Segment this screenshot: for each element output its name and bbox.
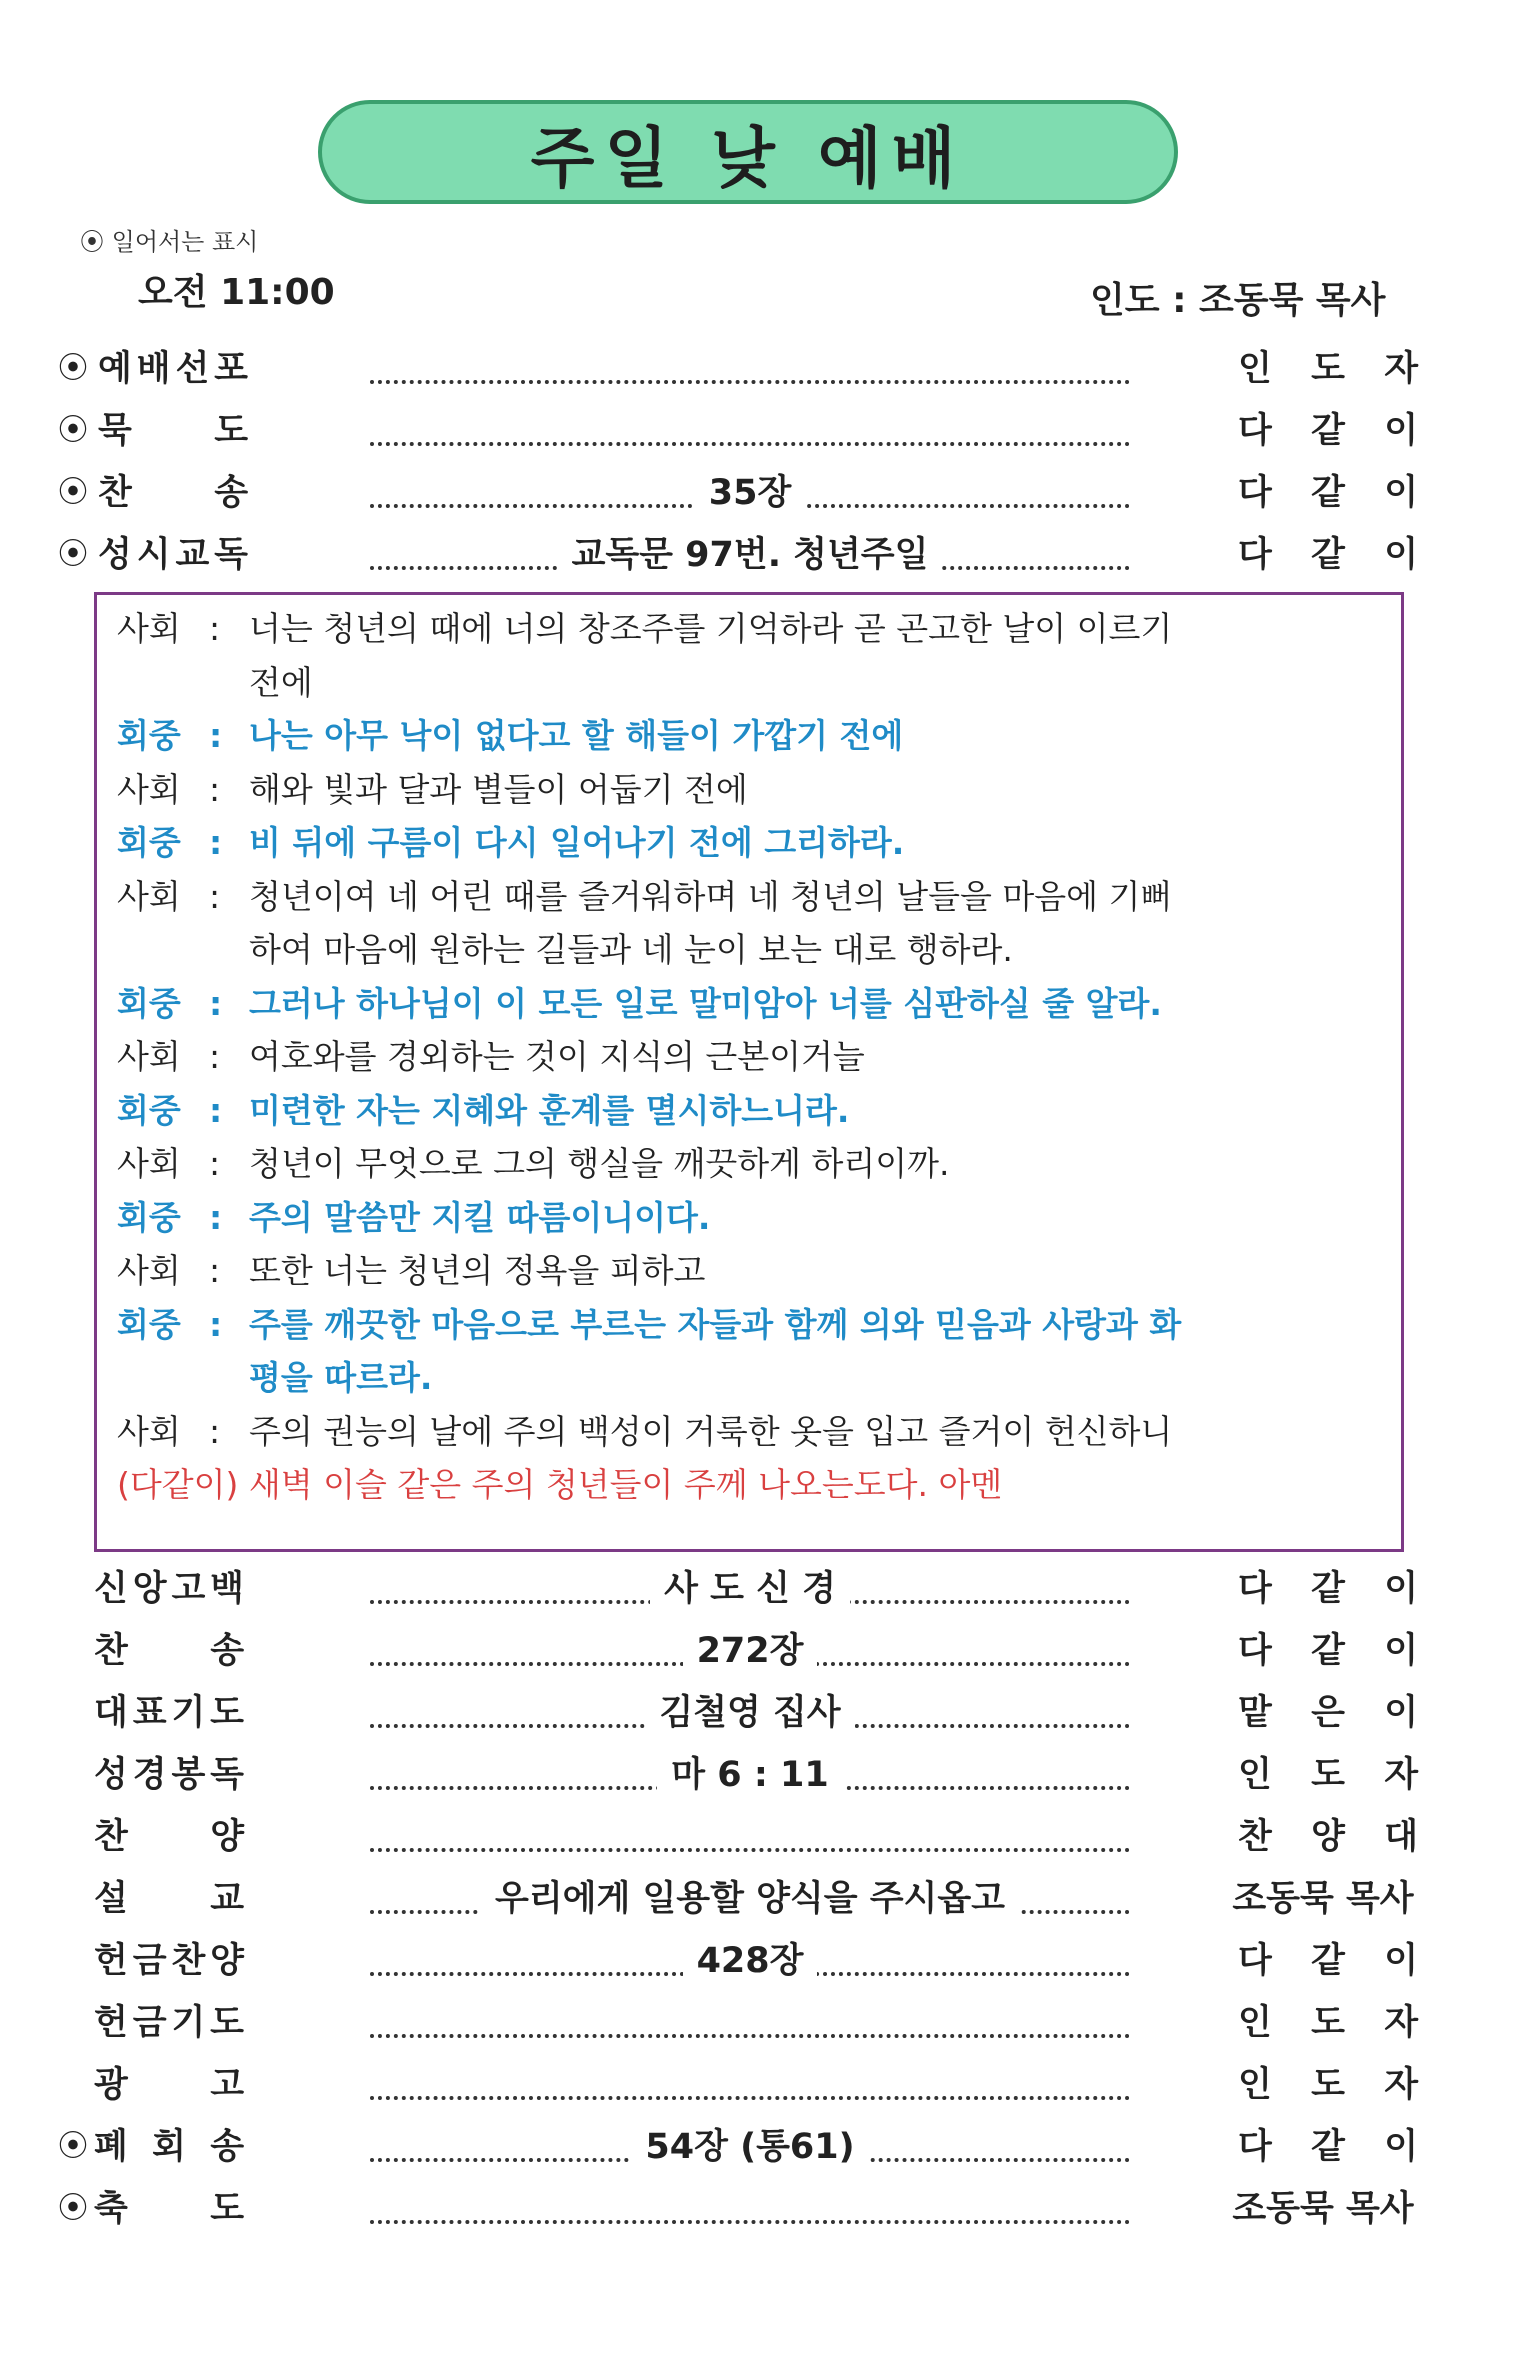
worship-item-name — [94, 1560, 244, 1618]
worship-item-participant — [1238, 526, 1418, 584]
worship-item-name — [98, 402, 248, 460]
participant-char: 도 — [1311, 349, 1345, 389]
name-char: 축 — [94, 2189, 128, 2229]
reading-speaker: 사회 — [117, 1251, 181, 1290]
detail-text: 우리에게 일용할 양식을 주시옵고 — [481, 1879, 1019, 1919]
reading-colon — [209, 659, 249, 707]
participant-char: 같 — [1311, 535, 1345, 575]
reading-speaker: 회중 — [117, 1197, 181, 1237]
worship-item-detail — [370, 526, 1130, 584]
worship-item-name — [98, 464, 248, 522]
reading-text: 미련한 자는 지혜와 훈계를 멸시하느니라. — [249, 1090, 850, 1130]
worship-item-participant — [1238, 402, 1418, 460]
participant-char: 인 — [1238, 349, 1272, 389]
worship-item-row — [0, 1870, 1534, 1930]
participant-char: 맡 — [1238, 1693, 1272, 1733]
standing-mark: ⦿ — [58, 413, 88, 448]
name-char: 경 — [132, 1755, 167, 1795]
dotted-leader — [370, 402, 1130, 446]
participant-char: 다 — [1238, 1941, 1272, 1981]
reading-speaker — [117, 659, 209, 707]
name-char: 설 — [94, 1879, 128, 1919]
participant-char: 찬 — [1238, 1817, 1272, 1857]
dotted-leader — [370, 2180, 1130, 2224]
detail-text: 428장 — [683, 1941, 818, 1981]
name-char: 대 — [94, 1693, 128, 1733]
worship-item-participant — [1238, 1560, 1418, 1618]
reading-line — [117, 1140, 1381, 1188]
worship-item-participant — [1238, 1622, 1418, 1680]
worship-item-participant — [1238, 464, 1418, 522]
name-char: 찬 — [94, 1817, 128, 1857]
participant-char: 은 — [1311, 1693, 1345, 1733]
worship-item-name — [98, 340, 248, 398]
reading-speaker: 사회 — [117, 609, 181, 648]
worship-item-name — [94, 2180, 244, 2238]
participant-char: 다 — [1238, 1631, 1272, 1671]
worship-item-row — [0, 2118, 1534, 2178]
worship-item-detail — [370, 1622, 1130, 1680]
reading-colon: : — [209, 1304, 223, 1344]
reading-text: 여호와를 경외하는 것이 지식의 근본이거늘 — [249, 1037, 865, 1076]
participant-char: 자 — [1384, 1755, 1418, 1795]
participant-char: 다 — [1238, 535, 1272, 575]
reading-line — [117, 1301, 1381, 1349]
participant-char: 이 — [1384, 1693, 1418, 1733]
detail-text: 35장 — [695, 473, 806, 513]
worship-item-detail — [370, 2118, 1130, 2176]
name-char: 도 — [210, 2003, 244, 2043]
participant-char: 자 — [1384, 2003, 1418, 2043]
participant-char: 같 — [1311, 473, 1345, 513]
name-char: 금 — [132, 1941, 167, 1981]
worship-item-detail — [370, 1684, 1130, 1742]
reading-text: 청년이 무엇으로 그의 행실을 깨끗하게 하리이까. — [249, 1144, 950, 1183]
service-leader: 인도 : 조동묵 목사 — [1090, 280, 1386, 321]
reading-line — [117, 766, 1381, 814]
participant-char: 도 — [1311, 2003, 1345, 2043]
participant-char: 다 — [1238, 411, 1272, 451]
reading-line — [117, 1247, 1381, 1295]
reading-colon: : — [209, 1197, 223, 1237]
participant-char: 대 — [1384, 1817, 1418, 1857]
worship-item-participant — [1238, 1994, 1418, 2052]
worship-item-row — [0, 1560, 1534, 1620]
dotted-leader — [370, 340, 1130, 384]
name-char: 찬 — [171, 1941, 206, 1981]
name-char: 독 — [210, 1755, 244, 1795]
reading-text: 전에 — [249, 662, 313, 702]
standing-mark: ⦿ — [58, 351, 88, 386]
standing-legend: ⦿ 일어서는 표시 — [80, 228, 259, 256]
name-char: 포 — [214, 349, 248, 389]
worship-item-name — [98, 526, 248, 584]
participant-char: 다 — [1238, 1569, 1272, 1609]
name-char: 성 — [94, 1755, 128, 1795]
worship-item-row — [0, 340, 1534, 400]
participant-char: 같 — [1311, 411, 1345, 451]
bulletin-title-banner — [318, 100, 1178, 204]
worship-item-name — [94, 1994, 244, 2052]
worship-item-detail — [370, 1746, 1130, 1804]
reading-speaker: 회중 — [117, 716, 181, 755]
name-char: 송 — [210, 1631, 244, 1671]
worship-item-participant — [1238, 1746, 1418, 1804]
participant-char: 양 — [1311, 1817, 1345, 1857]
reading-line — [117, 1354, 1381, 1402]
participant-char: 이 — [1384, 2127, 1418, 2167]
worship-item-name — [94, 1870, 244, 1928]
reading-speaker: 사회 — [117, 769, 181, 809]
participant-char: 이 — [1384, 473, 1418, 513]
standing-mark: ⦿ — [58, 537, 88, 572]
reading-line — [117, 1033, 1381, 1081]
participant-char: 같 — [1311, 2127, 1345, 2167]
reading-text: 하여 마음에 원하는 길들과 네 눈이 보는 대로 행하라. — [249, 930, 1013, 969]
participant-char: 인 — [1238, 2065, 1272, 2105]
participant-char: 도 — [1311, 2065, 1345, 2105]
dotted-leader — [370, 1808, 1130, 1852]
reading-speaker: 사회 — [117, 876, 181, 916]
participant-char: 자 — [1384, 2065, 1418, 2105]
worship-item-participant — [1238, 340, 1418, 398]
participant-char: 이 — [1384, 535, 1418, 575]
reading-colon: : — [209, 823, 223, 862]
reading-colon: : — [209, 1251, 221, 1290]
worship-item-row — [0, 1684, 1534, 1744]
name-char: 금 — [132, 2003, 167, 2043]
participant-char: 이 — [1384, 1569, 1418, 1609]
worship-item-row — [0, 464, 1534, 524]
reading-line — [117, 926, 1381, 974]
detail-text: 272장 — [683, 1631, 818, 1671]
worship-item-participant — [1238, 2056, 1418, 2114]
participant-char: 인 — [1238, 2003, 1272, 2043]
worship-item-participant — [1238, 2118, 1418, 2176]
name-char: 선 — [175, 349, 210, 389]
name-char: 찬 — [94, 1631, 128, 1671]
name-char: 도 — [210, 1693, 244, 1733]
participant-char: 자 — [1384, 349, 1418, 389]
reading-text: 주의 권능의 날에 주의 백성이 거룩한 옷을 입고 즐거이 헌신하니 — [249, 1411, 1173, 1451]
reading-speaker: 회중 — [117, 823, 181, 862]
reading-text: 너는 청년의 때에 너의 창조주를 기억하라 곧 곤고한 날이 이르기 — [249, 609, 1173, 648]
detail-text: 교독문 97번. 청년주일 — [558, 535, 943, 575]
reading-speaker: 사회 — [117, 1037, 181, 1076]
reading-text: 비 뒤에 구름이 다시 일어나기 전에 그리하라. — [249, 823, 905, 862]
reading-text: 나는 아무 낙이 없다고 할 해들이 가깝기 전에 — [249, 716, 904, 755]
reading-speaker: 사회 — [117, 1411, 181, 1451]
reading-colon: : — [209, 1090, 223, 1130]
name-char: 회 — [152, 2127, 186, 2167]
participant-char: 다 — [1238, 473, 1272, 513]
name-char: 기 — [171, 1693, 206, 1733]
name-char: 신 — [94, 1569, 128, 1609]
worship-item-name — [94, 1622, 244, 1680]
reading-colon: : — [209, 769, 221, 809]
worship-item-participant: 조동묵 목사 — [1232, 1879, 1414, 1919]
worship-item-participant — [1238, 1684, 1418, 1742]
name-char: 양 — [210, 1941, 244, 1981]
name-char: 배 — [136, 349, 171, 389]
worship-item-name — [94, 1684, 244, 1742]
worship-item-row — [0, 2056, 1534, 2116]
detail-text: 54장 (통61) — [631, 2127, 868, 2167]
participant-char: 도 — [1311, 1755, 1345, 1795]
page-title: 주일 낮 예배 — [530, 119, 966, 197]
name-char: 앙 — [132, 1569, 167, 1609]
responsive-reading-box — [94, 592, 1404, 1552]
reading-speaker: 사회 — [117, 1144, 181, 1183]
reading-line — [117, 819, 1381, 867]
reading-speaker: 회중 — [117, 1090, 181, 1130]
reading-text: 평을 따르라. — [249, 1358, 433, 1397]
worship-item-participant: 조동묵 목사 — [1232, 2189, 1414, 2229]
worship-item-detail — [370, 1932, 1130, 1990]
reading-line — [117, 659, 1381, 707]
reading-colon — [209, 926, 249, 974]
worship-item-name — [94, 2118, 244, 2176]
worship-item-name — [94, 1932, 244, 1990]
reading-colon: : — [209, 876, 221, 916]
participant-char: 이 — [1384, 1941, 1418, 1981]
name-char: 예 — [98, 349, 132, 389]
reading-line — [117, 1461, 1381, 1509]
name-char: 송 — [210, 2127, 244, 2167]
name-char: 광 — [94, 2065, 128, 2105]
name-char: 교 — [210, 1879, 244, 1919]
dotted-leader — [370, 1994, 1130, 2038]
reading-text: 주를 깨끗한 마음으로 부르는 자들과 함께 의와 믿음과 사랑과 화 — [249, 1304, 1182, 1344]
reading-line — [117, 605, 1381, 653]
detail-text: 사 도 신 경 — [650, 1569, 850, 1609]
detail-text: 김철영 집사 — [645, 1693, 854, 1733]
participant-char: 인 — [1238, 1755, 1272, 1795]
name-char: 헌 — [94, 2003, 128, 2043]
reading-colon — [209, 1354, 249, 1402]
participant-char: 이 — [1384, 411, 1418, 451]
worship-item-row — [0, 1808, 1534, 1868]
reading-colon: : — [209, 609, 221, 648]
reading-text: 주의 말씀만 지킬 따름이니이다. — [249, 1197, 711, 1237]
reading-line — [117, 980, 1381, 1028]
name-char: 기 — [171, 2003, 206, 2043]
reading-text: 해와 빛과 달과 별들이 어둡기 전에 — [249, 769, 748, 809]
reading-colon: : — [209, 716, 223, 755]
worship-item-detail — [370, 464, 1130, 522]
name-char: 고 — [171, 1569, 206, 1609]
reading-colon: : — [209, 1037, 221, 1076]
participant-char: 다 — [1238, 2127, 1272, 2167]
name-char: 양 — [210, 1817, 244, 1857]
name-char: 도 — [214, 411, 248, 451]
reading-text: 또한 너는 청년의 정욕을 피하고 — [249, 1251, 706, 1290]
reading-colon: : — [209, 1411, 221, 1451]
worship-item-row — [0, 1622, 1534, 1682]
name-char: 묵 — [98, 411, 132, 451]
worship-item-row — [0, 1746, 1534, 1806]
service-time: 오전 11:00 — [138, 272, 335, 313]
detail-text: 마 6 : 11 — [657, 1755, 842, 1795]
worship-item-name — [94, 1808, 244, 1866]
name-char: 표 — [132, 1693, 167, 1733]
worship-item-row — [0, 1932, 1534, 1992]
standing-mark: ⦿ — [58, 475, 88, 510]
reading-line — [117, 873, 1381, 921]
worship-item-detail — [370, 1560, 1130, 1618]
name-char: 헌 — [94, 1941, 128, 1981]
reading-line — [117, 712, 1381, 760]
reading-colon: : — [209, 1144, 221, 1183]
reading-text: (다같이) 새벽 이슬 같은 주의 청년들이 주께 나오는도다. 아멘 — [117, 1465, 1003, 1504]
name-char: 백 — [210, 1569, 244, 1609]
reading-line — [117, 1087, 1381, 1135]
reading-speaker: 회중 — [117, 1304, 181, 1344]
reading-line — [117, 1194, 1381, 1242]
worship-item-row — [0, 2180, 1534, 2240]
name-char: 성 — [98, 535, 132, 575]
reading-text: 청년이여 네 어린 때를 즐거워하며 네 청년의 날들을 마음에 기뻐 — [249, 876, 1173, 916]
dotted-leader — [370, 2056, 1130, 2100]
participant-char: 같 — [1311, 1941, 1345, 1981]
worship-item-row — [0, 1994, 1534, 2054]
reading-line — [117, 1408, 1381, 1456]
reading-speaker — [117, 926, 209, 974]
worship-item-name — [94, 2056, 244, 2114]
name-char: 찬 — [98, 473, 132, 513]
worship-item-participant — [1238, 1808, 1418, 1866]
name-char: 독 — [214, 535, 248, 575]
name-char: 도 — [210, 2189, 244, 2229]
reading-speaker — [117, 1354, 209, 1402]
worship-item-detail — [370, 1870, 1130, 1928]
reading-text: 그러나 하나님이 이 모든 일로 말미암아 너를 심판하실 줄 알라. — [249, 983, 1162, 1023]
worship-item-name — [94, 1746, 244, 1804]
worship-item-row — [0, 402, 1534, 462]
name-char: 폐 — [94, 2127, 128, 2167]
standing-mark: ⦿ — [58, 2129, 88, 2164]
reading-colon: : — [209, 983, 223, 1023]
participant-char: 같 — [1311, 1569, 1345, 1609]
reading-speaker: 회중 — [117, 983, 181, 1023]
participant-char: 이 — [1384, 1631, 1418, 1671]
participant-char: 같 — [1311, 1631, 1345, 1671]
name-char: 봉 — [171, 1755, 206, 1795]
worship-item-row — [0, 526, 1534, 586]
name-char: 시 — [136, 535, 171, 575]
name-char: 교 — [175, 535, 210, 575]
name-char: 고 — [210, 2065, 244, 2105]
worship-item-participant — [1238, 1932, 1418, 1990]
name-char: 송 — [214, 473, 248, 513]
standing-mark: ⦿ — [58, 2191, 88, 2226]
